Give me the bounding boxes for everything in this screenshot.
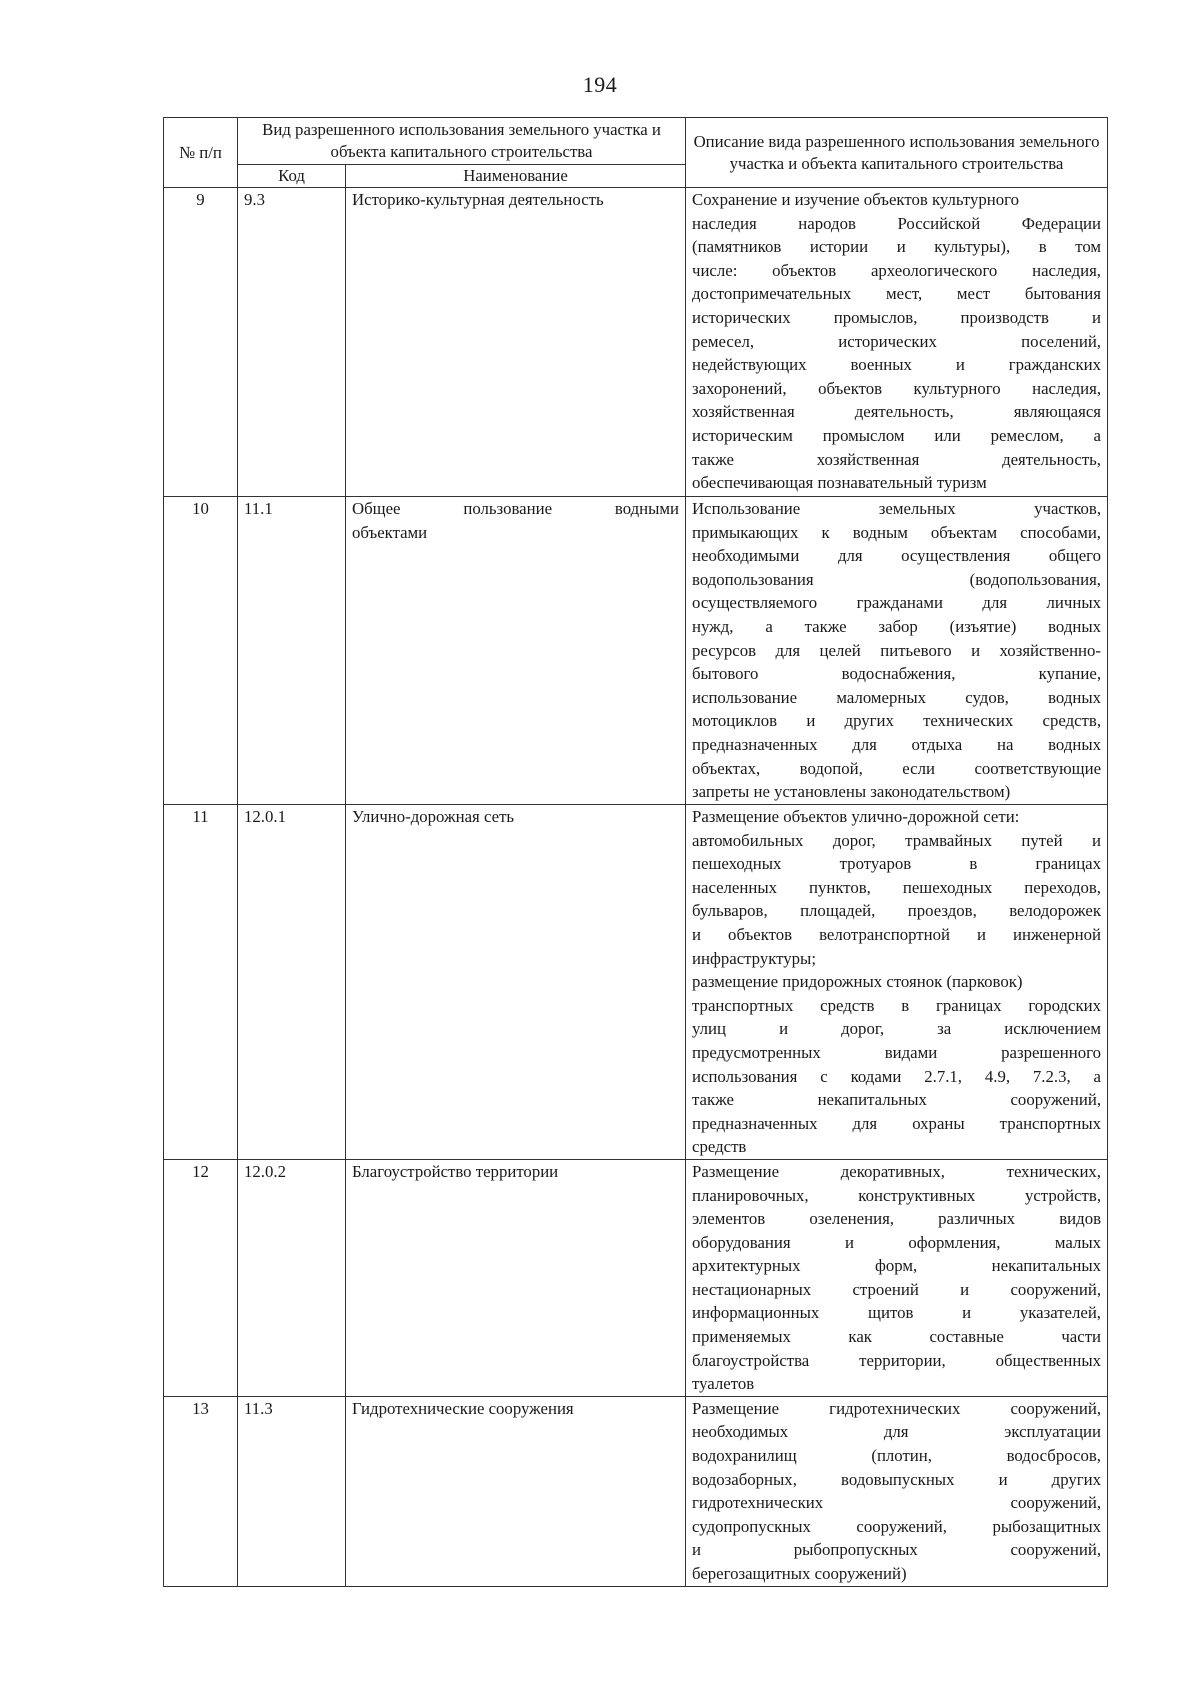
description-line: захоронений, объектов культурного наследия, [692,378,1102,398]
description-line: также некапитальных сооружений, [692,1090,1102,1110]
table-row [164,1396,1108,1586]
description-line: объектах, водопой, если соответствующие [692,758,1102,778]
description-line: водозаборных, водовыпускных и других [692,1469,1102,1489]
description-line: (памятников истории и культуры), в том [692,237,1102,257]
description-line: бульваров, площадей, проездов, велодорожек [692,901,1102,921]
description-line: предназначенных для отдыха на водных [692,734,1102,754]
description-line: ремесел, исторических поселений, [692,331,1102,351]
description-line: пешеходных тротуаров в границах [692,854,1102,874]
row-description [686,1396,1108,1586]
description-line: Использование земельных участков, [692,499,1102,518]
description-line: архитектурных форм, некапитальных [692,1256,1102,1276]
description-line: предусмотренных видами разрешенного [692,1042,1102,1062]
description-line: исторических промыслов, производств и [692,307,1102,327]
row-description [686,497,1108,805]
row-code: 9.3 [238,188,346,497]
row-number: 13 [164,1396,238,1586]
row-number: 10 [164,497,238,805]
description-line: обеспечивающая познавательный туризм [692,473,987,493]
description-line: водопользования (водопользования, [692,569,1102,589]
description-line: улиц и дорог, за исключением [692,1019,1102,1039]
row-name: Историко-культурная деятельность [346,188,686,497]
description-line: средств [692,1137,747,1157]
description-line: водохранилищ (плотин, водосбросов, [692,1446,1102,1466]
description-line: туалетов [692,1374,755,1394]
row-code: 12.0.2 [238,1159,346,1396]
description-line: предназначенных для охраны транспортных [692,1113,1102,1133]
land-use-table [163,117,1108,1587]
description-line: автомобильных дорог, трамвайных путей и [692,830,1102,850]
table-row [164,188,1108,497]
description-line: достопримечательных мест, мест бытования [692,284,1102,304]
table-header-row [164,118,1108,165]
description-line: примыкающих к водным объектам способами, [692,522,1102,542]
table-row [164,1159,1108,1396]
description-line: использование маломерных судов, водных [692,687,1102,707]
row-number: 12 [164,1159,238,1396]
description-line: ресурсов для целей питьевого и хозяйственно- [692,640,1102,660]
description-line: осуществляемого гражданами для личных [692,593,1102,613]
description-line: применяемых как составные части [692,1327,1102,1347]
header-description: Описание вида разрешенного использования земельного участка и объекта капитального строительства [686,118,1108,188]
description-line: мотоциклов и других технических средств, [692,711,1102,731]
description-line: числе: объектов археологического наследия, [692,260,1102,280]
description-line: информационных щитов и указателей, [692,1303,1102,1323]
description-line: Размещение декоративных, технических, [692,1161,1102,1181]
row-name: Благоустройство территории [346,1159,686,1396]
description-line: судопропускных сооружений, рыбозащитных [692,1516,1102,1536]
description-line: историческим промыслом или ремеслом, а [692,425,1102,445]
description-line: использования с кодами 2.7.1, 4.9, 7.2.3, а [692,1066,1102,1086]
description-line: бытового водоснабжения, купание, [692,664,1102,684]
row-name: Улично-дорожная сеть [346,805,686,1160]
row-number: 9 [164,188,238,497]
name-line: Общее пользование водными [352,499,680,518]
row-code: 11.1 [238,497,346,805]
description-line: транспортных средств в границах городских [692,995,1102,1015]
description-line: также хозяйственная деятельность, [692,449,1102,469]
header-num: № п/п [164,118,238,188]
name-line: объектами [352,522,428,542]
description-line: нестационарных строений и сооружений, [692,1279,1102,1299]
description-line: необходимыми для осуществления общего [692,546,1102,566]
table-row [164,497,1108,805]
description-line: необходимых для эксплуатации [692,1422,1102,1442]
row-number: 11 [164,805,238,1160]
description-line: недействующих военных и гражданских [692,355,1102,375]
row-code: 11.3 [238,1396,346,1586]
description-line: Размещение гидротехнических сооружений, [692,1398,1102,1418]
description-line: и объектов велотранспортной и инженерной [692,924,1102,944]
description-line: наследия народов Российской Федерации [692,213,1102,233]
description-line: гидротехнических сооружений, [692,1493,1102,1513]
description-line: благоустройства территории, общественных [692,1350,1102,1370]
row-code: 12.0.1 [238,805,346,1160]
description-line: Сохранение и изучение объектов культурного [692,190,1020,209]
description-line: хозяйственная деятельность, являющаяся [692,402,1102,422]
row-description [686,188,1108,497]
row-name [346,497,686,805]
row-description [686,1159,1108,1396]
description-line: размещение придорожных стоянок (парковок) [692,972,1023,992]
page-number: 194 [582,72,618,97]
header-name: Наименование [346,165,686,188]
row-name: Гидротехнические сооружения [346,1396,686,1586]
description-line: берегозащитных сооружений) [692,1564,907,1583]
header-code: Код [238,165,346,188]
description-line: населенных пунктов, пешеходных переходов, [692,877,1102,897]
description-line: планировочных, конструктивных устройств, [692,1185,1102,1205]
description-line: Размещение объектов улично-дорожной сети: [692,807,1020,826]
header-group: Вид разрешенного использования земельного участка и объекта капитального строительства [238,118,686,165]
description-line: и рыбопропускных сооружений, [692,1540,1102,1560]
table-row [164,805,1108,1160]
description-line: инфраструктуры; [692,948,816,968]
description-line: нужд, а также забор (изъятие) водных [692,616,1102,636]
row-description [686,805,1108,1160]
description-line: элементов озеленения, различных видов [692,1209,1102,1229]
description-line: запреты не установлены законодательством) [692,782,1011,802]
description-line: оборудования и оформления, малых [692,1232,1102,1252]
